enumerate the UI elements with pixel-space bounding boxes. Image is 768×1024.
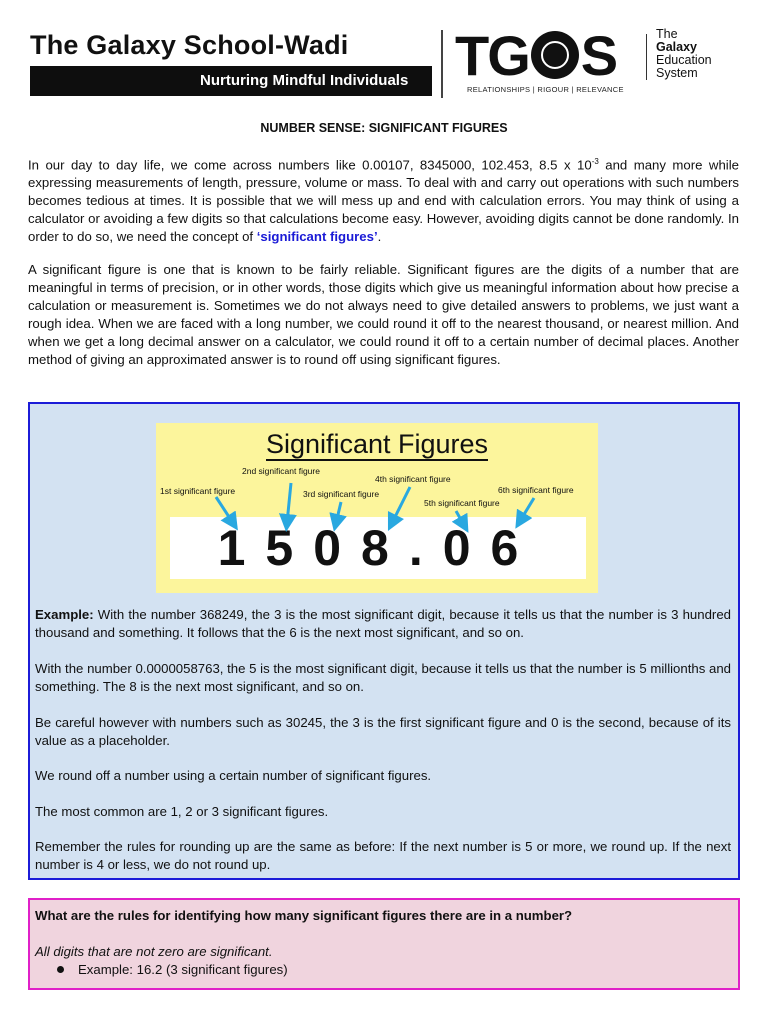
- label-6th-sig-fig: 6th significant figure: [498, 485, 574, 495]
- arrow-5: [456, 511, 464, 525]
- rules-question: What are the rules for identifying how many significant figures there are in a number?: [35, 908, 573, 923]
- logo-subtitle: RELATIONSHIPS | RIGOUR | RELEVANCE: [467, 85, 624, 94]
- arrow-3: [336, 502, 341, 523]
- header-divider: [441, 30, 443, 98]
- example-1-text: With the number 368249, the 3 is the most significant digit, because it tells us that the number is 3 hundred thousand and something. It follows that the 6 is the next most significant, and so on.: [35, 607, 731, 640]
- significant-figures-diagram: [156, 423, 598, 593]
- rule-1: All digits that are not zero are significant.: [35, 944, 273, 959]
- system-line-2: Galaxy: [656, 40, 698, 54]
- system-line-4: System: [656, 66, 698, 80]
- diagram-title: Significant Figures: [265, 429, 489, 459]
- logo-divider: [646, 34, 647, 80]
- example-5: The most common are 1, 2 or 3 significant figures.: [35, 804, 329, 819]
- label-3rd-sig-fig: 3rd significant figure: [303, 489, 380, 499]
- logo-letter-t: T: [455, 24, 488, 87]
- example-2: With the number 0.0000058763, the 5 is the most significant digit, because it tells us that the number is 5 millionths and something. The 8 is the next most significant, and so on.: [35, 661, 731, 694]
- label-4th-sig-fig: 4th significant figure: [375, 474, 451, 484]
- example-label: Example:: [35, 607, 94, 622]
- rule-1-example: [57, 962, 288, 977]
- swirl-icon: [531, 31, 579, 79]
- example-4: We round off a number using a certain number of significant figures.: [35, 768, 432, 783]
- intro-paragraph-2: A significant figure is one that is known to be fairly reliable. Significant figures are the digits of a number that are meaningful in terms of precision, or in other words, those digits which give us meaningful information about how precise a calculation or measurement is. Sometimes we do not always need to give detailed answers to problems, we just want a rough idea. When we are faced with a long number, we could round it off to the nearest thousand, or nearest million. And when we get a long decimal answer on a calculator, we could round it off to a certain number of decimal places. Another method of giving an approximated answer is to round off using significant figures.: [28, 262, 739, 367]
- significant-figures-term: ‘significant figures’: [256, 229, 378, 245]
- example-6: Remember the rules for rounding up are the same as before: If the next number is 5 or more, we round up. If the next number is 4 or less, we do not round up.: [35, 839, 731, 872]
- arrow-6: [520, 498, 534, 521]
- page-title: NUMBER SENSE: SIGNIFICANT FIGURES: [260, 121, 508, 135]
- label-2nd-sig-fig: 2nd significant figure: [242, 466, 320, 476]
- label-1st-sig-fig: 1st significant figure: [160, 486, 236, 496]
- intro-paragraph-1: [28, 153, 739, 246]
- p1-text-b: and many more while expressing measurements of length, pressure, volume or mass. To deal with and carry out operations with such numbers becomes tedious at times. It is possible that we will mess up and end with calculation errors. You may think of using a calculator or avoiding a few digits so that calculations become easy. However, avoiding digits cannot be done randomly. In order to do so, we need the concept of: [28, 157, 739, 245]
- rule-1-example-text: Example: 16.2 (3 significant figures): [78, 962, 288, 977]
- school-name: The Galaxy School-Wadi: [30, 30, 349, 60]
- p1-superscript: -3: [591, 157, 599, 166]
- example-3: Be careful however with numbers such as 30245, the 3 is the first significant figure and 0 is the second, because of its value as a placeholder.: [35, 715, 731, 748]
- arrow-2: [287, 483, 291, 523]
- tges-logo: [455, 26, 616, 86]
- system-line-1: The: [656, 27, 678, 41]
- arrow-1: [216, 497, 233, 523]
- galaxy-education-system-logo: [656, 28, 712, 80]
- label-5th-sig-fig: 5th significant figure: [424, 498, 500, 508]
- arrow-4: [392, 487, 410, 523]
- example-1: [35, 606, 731, 642]
- p1-text-a: In our day to day life, we come across numbers like 0.00107, 8345000, 102.453, 8.5 x 10: [28, 157, 592, 173]
- school-tagline: Nurturing Mindful Individuals: [200, 72, 409, 89]
- bullet-icon: [57, 966, 64, 973]
- p1-end: .: [377, 229, 382, 245]
- logo-letter-s: S: [580, 24, 617, 87]
- diagram-number: 1508.06: [217, 520, 539, 576]
- system-line-3: Education: [656, 53, 712, 67]
- logo-letter-g: G: [487, 24, 529, 87]
- arrows-layer: [156, 423, 598, 593]
